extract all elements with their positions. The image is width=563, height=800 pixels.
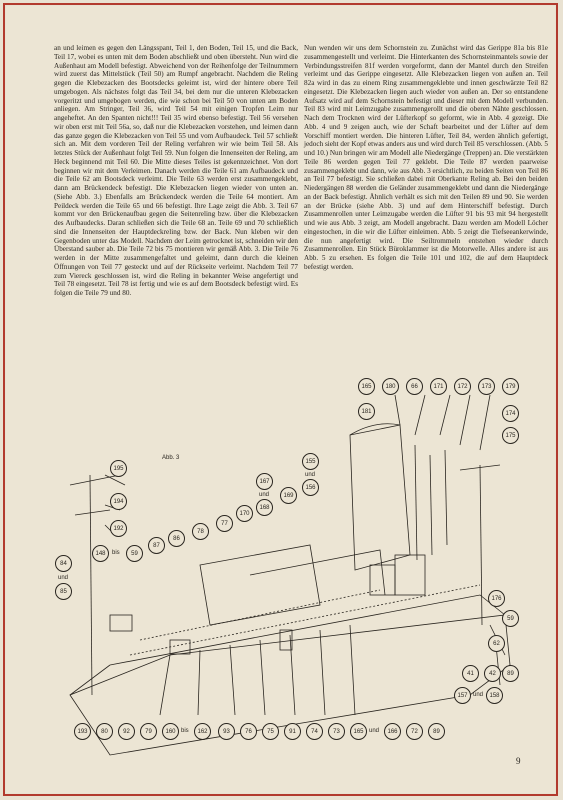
page-number: 9 xyxy=(516,756,521,766)
callout-87: 87 xyxy=(148,537,165,554)
callout-195: 195 xyxy=(110,460,127,477)
callout-179: 179 xyxy=(502,378,519,395)
aft-mast xyxy=(480,465,482,625)
callout-85: 85 xyxy=(55,583,72,600)
callout-72: 72 xyxy=(406,723,423,740)
callout-42: 42 xyxy=(484,665,501,682)
callout-59-right: 59 xyxy=(502,610,519,627)
callout-167: 167 xyxy=(256,473,273,490)
label-und: und xyxy=(58,575,69,581)
callout-79: 79 xyxy=(140,723,157,740)
ship-drawing xyxy=(50,365,520,775)
callout-66: 66 xyxy=(406,378,423,395)
callout-175: 175 xyxy=(502,427,519,444)
callout-93: 93 xyxy=(218,723,235,740)
text-column-right xyxy=(304,44,548,272)
callout-74: 74 xyxy=(306,723,323,740)
callout-155: 155 xyxy=(302,453,319,470)
callout-78: 78 xyxy=(192,523,209,540)
callout-170: 170 xyxy=(236,505,253,522)
callout-157: 157 xyxy=(454,687,471,704)
callout-180: 180 xyxy=(382,378,399,395)
paragraph-left: an und leimen es gegen den Längsspant, Teil 1, den Boden, Teil 15, und die Back, Teil 17, wobei es unten mit dem Boden abschließt und oben übersteht. Nun wird die Außenhaut am Modell befestigt. Abweichend von der Reihenfolge der Teilnummern wird zuerst das Mittelstück (Teil 50) am Rumpf angebracht. Nachdem die Reling gegen die Klebezacken des Bootsdecks geleimt ist, wird der hintere obere Teil umgebogen. Als nächstes folgt das Teil 34, bei dem nur die unteren Klebezacken vorgeritzt und umgebogen werden, die wie schon bei Teil 50 von unten am Boden anliegen. Am Stringer, Teil 36, wird Teil 54 mit einigen Tropfen Leim nur angeheftet. An den Spanten nicht!!! Teil 35 wird ebenso befestigt. Teil 56 versehen wir oben erst mit Teil 56a, so, daß nur die Klebezacken vorstehen, und leimen dann das ganze gegen die Klebezacken von Teil 55 und vom Aufbaudeck. Teil 57 schließt sich an. Mit dem vorderen Teil der Reling verfahren wir wie beim Teil 58. Als letztes Stück der Außenhaut folgt Teil 59. Nun folgen die Innenseiten der Reling, am Heck beginnend mit Teil 60. Die Mitte dieses Teiles ist gekennzeichnet. Von dort beginnen wir mit dem Verleimen. Danach werden die Teile 61 am Aufbaudeck und die Teile 62 am Bootsdeck verleimt. Die Teile 63 werden erst zusammengeklebt, dann am Brückendeck befestigt. Die Klebezacken liegen wieder von unten an. (Siehe Abb. 3.) Ebenfalls am Brückendeck werden die Teile 64 montiert. Am Peildeck werden die Teile 65 und 66 befestigt. Ihre Lage zeigt die Abb. 3. Teil 67 kommt vor den Brückenaufbau gegen die Seitenreling bzw. über die Klebezacken des Aufbaudecks. Daran schließen sich die Teile 68 an. Teile 69 und 70 schließlich sind die Innenseiten der Hauptdeckreling bzw. der Back. Nun kleben wir den Gegenboden unter das Modell. Nachdem der Leim getrocknet ist, schneiden wir den Überstand sauber ab. Die Teile 72 bis 75 montieren wir gemäß Abb. 3. Die Teile 76 werden in der Mitte zusammengefaltet und geleimt, dann durch die kleinen Öffnungen von Teil 77 gesteckt und auf der Rückseite verleimt. Nachdem Teil 77 zum Viereck geschlossen ist, wird die Reling in bekannter Weise angefertigt und Teil 78 eingesetzt. Teil 78 ist fertig und wie es auf dem Bootsdeck befestigt wird. Es folgen die Teile 79 und 80. xyxy=(54,44,298,297)
callout-41: 41 xyxy=(462,665,479,682)
callout-59-left: 59 xyxy=(126,545,143,562)
callout-89-bottom: 89 xyxy=(428,723,445,740)
callout-169: 169 xyxy=(280,487,297,504)
callout-168: 168 xyxy=(256,499,273,516)
ship-assembly-figure xyxy=(50,365,520,775)
callout-91: 91 xyxy=(284,723,301,740)
callout-76: 76 xyxy=(240,723,257,740)
deck-edge xyxy=(110,595,505,665)
callout-173: 173 xyxy=(478,378,495,395)
callout-172: 172 xyxy=(454,378,471,395)
callout-193: 193 xyxy=(74,723,91,740)
callout-165: 165 xyxy=(358,378,375,395)
funnel xyxy=(350,425,410,570)
label-bis: bis xyxy=(112,550,120,556)
callout-75: 75 xyxy=(262,723,279,740)
figure-caption: Abb. 3 xyxy=(162,455,180,461)
callout-89-right: 89 xyxy=(502,665,519,682)
callout-148: 148 xyxy=(92,545,109,562)
label-und-3: und xyxy=(305,472,316,478)
callout-86: 86 xyxy=(168,530,185,547)
callout-165-bottom: 165 xyxy=(350,723,367,740)
callout-194: 194 xyxy=(110,493,127,510)
label-bis-2: bis xyxy=(181,728,189,734)
fore-mast xyxy=(90,475,92,695)
callout-174: 174 xyxy=(502,405,519,422)
callout-92: 92 xyxy=(118,723,135,740)
callout-160: 160 xyxy=(162,723,179,740)
callout-158: 158 xyxy=(486,687,503,704)
callout-171: 171 xyxy=(430,378,447,395)
label-und-4: und xyxy=(369,728,380,734)
label-und-5: und xyxy=(473,692,484,698)
callout-156: 156 xyxy=(302,479,319,496)
callout-73: 73 xyxy=(328,723,345,740)
callout-84: 84 xyxy=(55,555,72,572)
label-und-2: und xyxy=(259,492,270,498)
callout-176: 176 xyxy=(488,590,505,607)
text-column-left xyxy=(54,44,298,298)
callout-181: 181 xyxy=(358,403,375,420)
callout-162: 162 xyxy=(194,723,211,740)
callout-80: 80 xyxy=(96,723,113,740)
callout-192: 192 xyxy=(110,520,127,537)
callout-166: 166 xyxy=(384,723,401,740)
callout-62: 62 xyxy=(488,635,505,652)
paragraph-right: Nun wenden wir uns dem Schornstein zu. Zunächst wird das Gerippe 81a bis 81e zusammengestellt und verleimt. Die Hinterkanten des Schornsteinmantels sowie der Verbindungsstreifen 81f werden vorgeformt, dann der Mantel durch den Streifen verleimt und das Gerippe eingesetzt. Alle Klebezacken liegen von außen an. Teil 82a wird in das zu einem Ring zusammengeklebte und innen geschwärzte Teil 82 eingesetzt. Die Klebezacken liegen auch wieder von außen an. Der so entstandene Aufsatz wird auf dem Schornstein befestigt und dieser mit dem Modell verbunden. Teil 83 wird mit Leimzugabe zusammengerollt und die oberen Nähte geschlossen. Nach dem Trocknen wird der Lüfterkopf so geformt, wie in Abb. 4 gezeigt. Die Abb. 4 und 9 zeigen auch, wie der Schaft bearbeitet und der Lüfter auf dem Vorschiff montiert werden. Die hinteren Lüfter, Teil 84, werden ähnlich gefertigt, jedoch sieht der Kopf etwas anders aus und wird durch Teil 85 verschlossen. (Abb. 5 und 10.) Nun bringen wir am Modell alle Niedergänge (Treppen) an. Die verstärkten Teile 86 werden gegen Teil 77 geklebt. Die Teile 87 werden paarweise zusammengeklebt und dann, wie aus Abb. 3 ersichtlich, zu beiden Seiten von Teil 86 an Teil 77 befestigt. Sie schließen dabei mit Oberkante Reling ab. Bei den beiden Niedergängen 88 werden die Geländer zusammengeklebt und dann die Niedergänge an der Back befestigt. Ähnlich verhält es sich mit den Teilen 89 und 90. Sie werden an der Brücke (siehe Abb. 3) und auf dem Hinterschiff befestigt. Durch Zusammenrollen unter Leimzugabe werden die Lüfter 91 bis 93 mit 94 hergestellt und wie aus Abb. 3 zeigt, am Modell angebracht. Dazu werden am Modell Löcher eingestochen, in die wir die Lüfter einleimen. Abb. 5 zeigt die Tiefseeankerwinde, die nun angefertigt wird. Die Seiltrommeln entstehen wieder durch Zusammenrollen. Ein Stück Büroklammer ist die Motorwelle. Alles andere ist aus Abb. 5 zu ersehen. Es folgen die Teile 101 und 102, die auf dem Hauptdeck befestigt werden. xyxy=(304,44,548,271)
callout-77: 77 xyxy=(216,515,233,532)
